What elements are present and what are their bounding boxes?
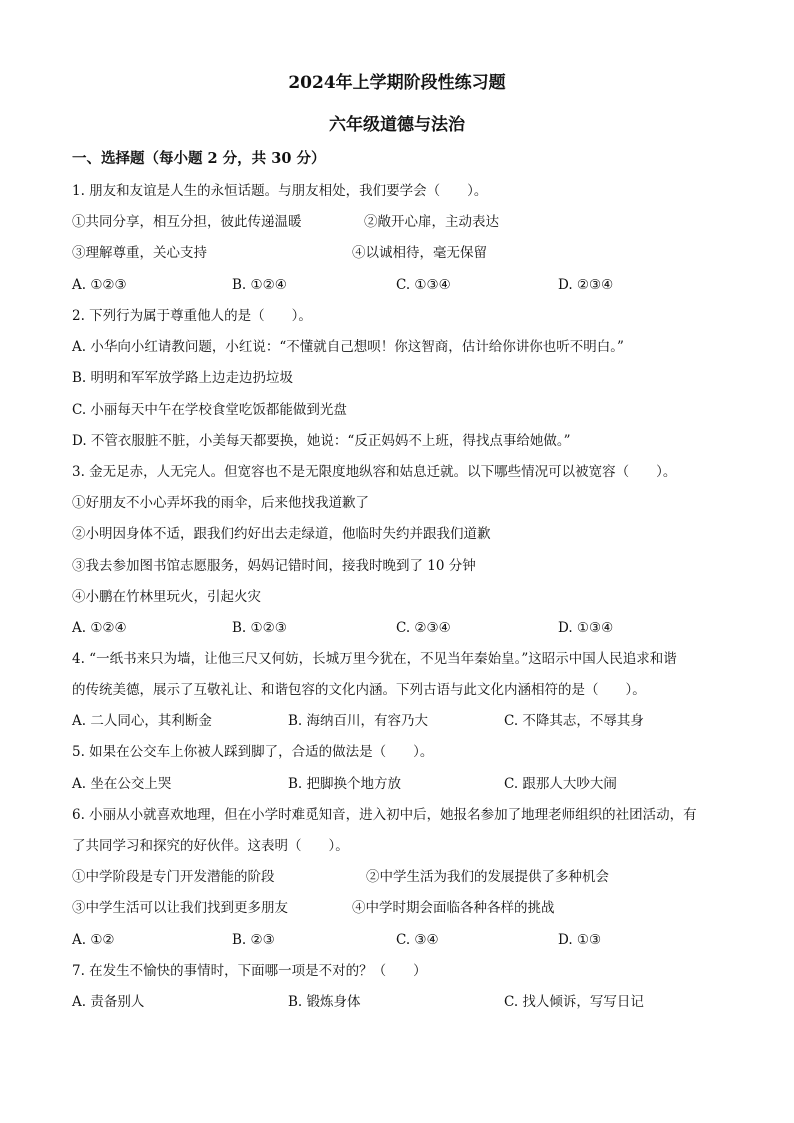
- q1-option: A. ①②③: [72, 277, 127, 293]
- doc-subtitle: 六年级道德与法治: [329, 115, 465, 135]
- q6-item: ①中学阶段是专门开发潜能的阶段: [72, 869, 275, 885]
- q6-option: B. ②③: [232, 932, 275, 948]
- q6-option: C. ③④: [396, 932, 439, 948]
- q2-option: D. 不管衣服脏不脏，小美每天都要换，她说：“反正妈妈不上班，得找点事给她做。”: [72, 433, 571, 449]
- q6-item: ③中学生活可以让我们找到更多朋友: [72, 900, 288, 916]
- q4-option: A. 二人同心，其利断金: [72, 713, 212, 729]
- question-4-stem-cont: 的传统美德，展示了互敬礼让、和谐包容的文化内涵。下列古语与此文化内涵相符的是（ ）。: [72, 682, 646, 698]
- question-6-stem: 6. 小丽从小就喜欢地理，但在小学时难觅知音，进入初中后，她报名参加了地理老师组织的社团活动，有: [72, 807, 697, 823]
- q5-option: A. 坐在公交上哭: [72, 776, 172, 792]
- q1-option: C. ①③④: [396, 277, 451, 293]
- q3-option: C. ②③④: [396, 620, 451, 636]
- q1-option: B. ①②④: [232, 277, 287, 293]
- q3-item: ①好朋友不小心弄坏我的雨伞，后来他找我道歉了: [72, 495, 369, 511]
- question-7-stem: 7. 在发生不愉快的事情时，下面哪一项是不对的？（ ）: [72, 963, 427, 979]
- q7-option: B. 锻炼身体: [288, 994, 361, 1010]
- doc-title: 2024年上学期阶段性练习题: [288, 73, 506, 93]
- q1-item: ②敞开心扉，主动表达: [364, 214, 499, 230]
- q2-option: C. 小丽每天中午在学校食堂吃饭都能做到光盘: [72, 402, 347, 418]
- q6-item: ②中学生活为我们的发展提供了多种机会: [366, 869, 609, 885]
- q1-option: D. ②③④: [558, 277, 614, 293]
- section-heading: 一、选择题（每小题 2 分，共 30 分）: [72, 150, 326, 167]
- question-5-stem: 5. 如果在公交车上你被人踩到脚了，合适的做法是（ ）。: [72, 744, 434, 760]
- q6-option: A. ①②: [72, 932, 115, 948]
- q3-option: A. ①②④: [72, 620, 127, 636]
- q6-item: ④中学时期会面临各种各样的挑战: [352, 900, 555, 916]
- q3-item: ④小鹏在竹林里玩火，引起火灾: [72, 589, 261, 605]
- question-6-stem-cont: 了共同学习和探究的好伙伴。这表明（ ）。: [72, 838, 349, 854]
- q7-option: A. 责备别人: [72, 994, 145, 1010]
- q3-item: ②小明因身体不适，跟我们约好出去走绿道，他临时失约并跟我们道歉: [72, 526, 491, 542]
- q1-item: ③理解尊重，关心支持: [72, 245, 207, 261]
- q5-option: B. 把脚换个地方放: [288, 776, 402, 792]
- q3-item: ③我去参加图书馆志愿服务，妈妈记错时间，接我时晚到了 10 分钟: [72, 558, 476, 574]
- q3-option: D. ①③④: [558, 620, 614, 636]
- q4-option: B. 海纳百川，有容乃大: [288, 713, 429, 729]
- q2-option: A. 小华向小红请教问题，小红说：“不懂就自己想呗！你这智商，估计给你讲你也听不明白。”: [72, 339, 624, 355]
- q1-item: ①共同分享，相互分担，彼此传递温暖: [72, 214, 302, 230]
- question-4-stem: 4. “一纸书来只为墙，让他三尺又何妨，长城万里今犹在，不见当年秦始皇。”这昭示中国人民追求和谐: [72, 651, 677, 667]
- q2-option: B. 明明和军军放学路上边走边扔垃圾: [72, 370, 294, 386]
- q1-item: ④以诚相待，毫无保留: [352, 245, 487, 261]
- q7-option: C. 找人倾诉，写写日记: [504, 994, 644, 1010]
- q5-option: C. 跟那人大吵大闹: [504, 776, 617, 792]
- q4-option: C. 不降其志，不辱其身: [504, 713, 644, 729]
- q6-option: D. ①③: [558, 932, 602, 948]
- q3-option: B. ①②③: [232, 620, 287, 636]
- question-2-stem: 2. 下列行为属于尊重他人的是（ ）。: [72, 308, 312, 324]
- question-3-stem: 3. 金无足赤，人无完人。但宽容也不是无限度地纵容和姑息迁就。以下哪些情况可以被宽容（ ）。: [72, 464, 677, 480]
- question-1-stem: 1. 朋友和友谊是人生的永恒话题。与朋友相处，我们要学会（ ）。: [72, 183, 488, 199]
